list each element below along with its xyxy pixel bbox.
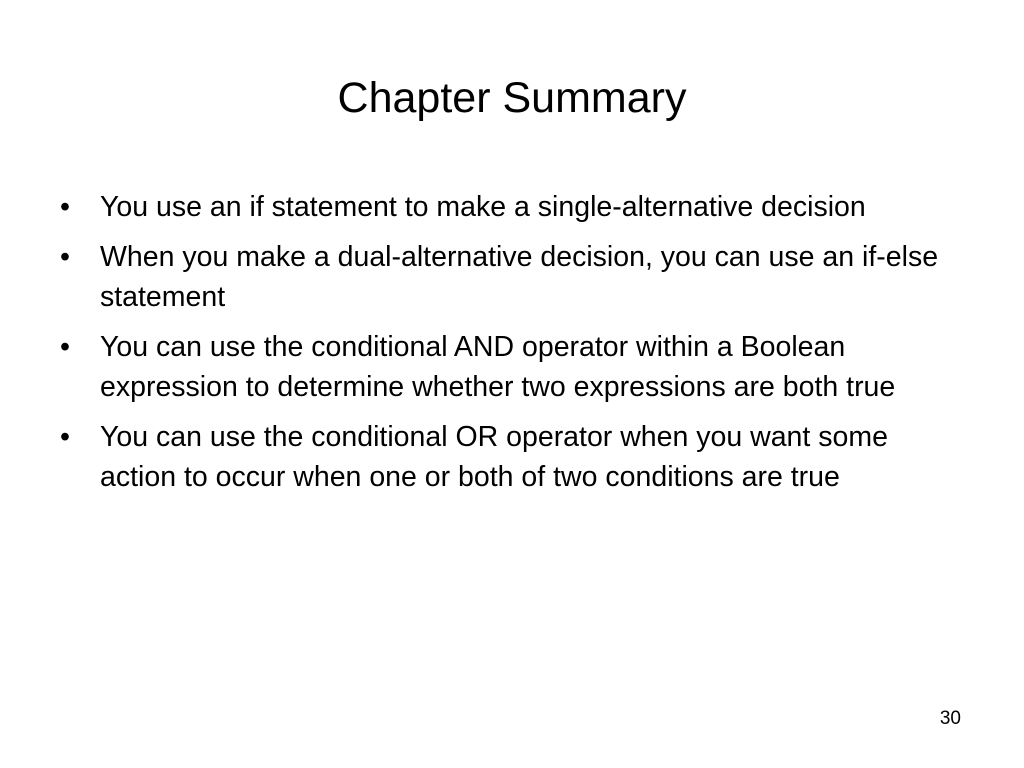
bullet-list [60, 187, 965, 507]
bullet-text: You use an if statement to make a single-alternative decision [100, 191, 866, 223]
bullet-text: You can use the conditional OR operator when you want some action to occur when one or both of two conditions are true [100, 421, 888, 493]
bullet-item [60, 187, 965, 227]
bullet-marker: • [60, 241, 70, 273]
bullet-marker: • [60, 331, 70, 363]
bullet-text: When you make a dual-alternative decision, you can use an if-else statement [100, 241, 939, 313]
bullet-text: You can use the conditional AND operator within a Boolean expression to determine whether two expressions are both true [100, 331, 896, 403]
bullet-item [60, 327, 965, 407]
bullet-item [60, 237, 965, 317]
page-number: 30 [939, 708, 961, 729]
bullet-item [60, 417, 965, 497]
slide-title: Chapter Summary [337, 74, 687, 122]
bullet-marker: • [60, 421, 70, 453]
bullet-marker: • [60, 191, 70, 223]
